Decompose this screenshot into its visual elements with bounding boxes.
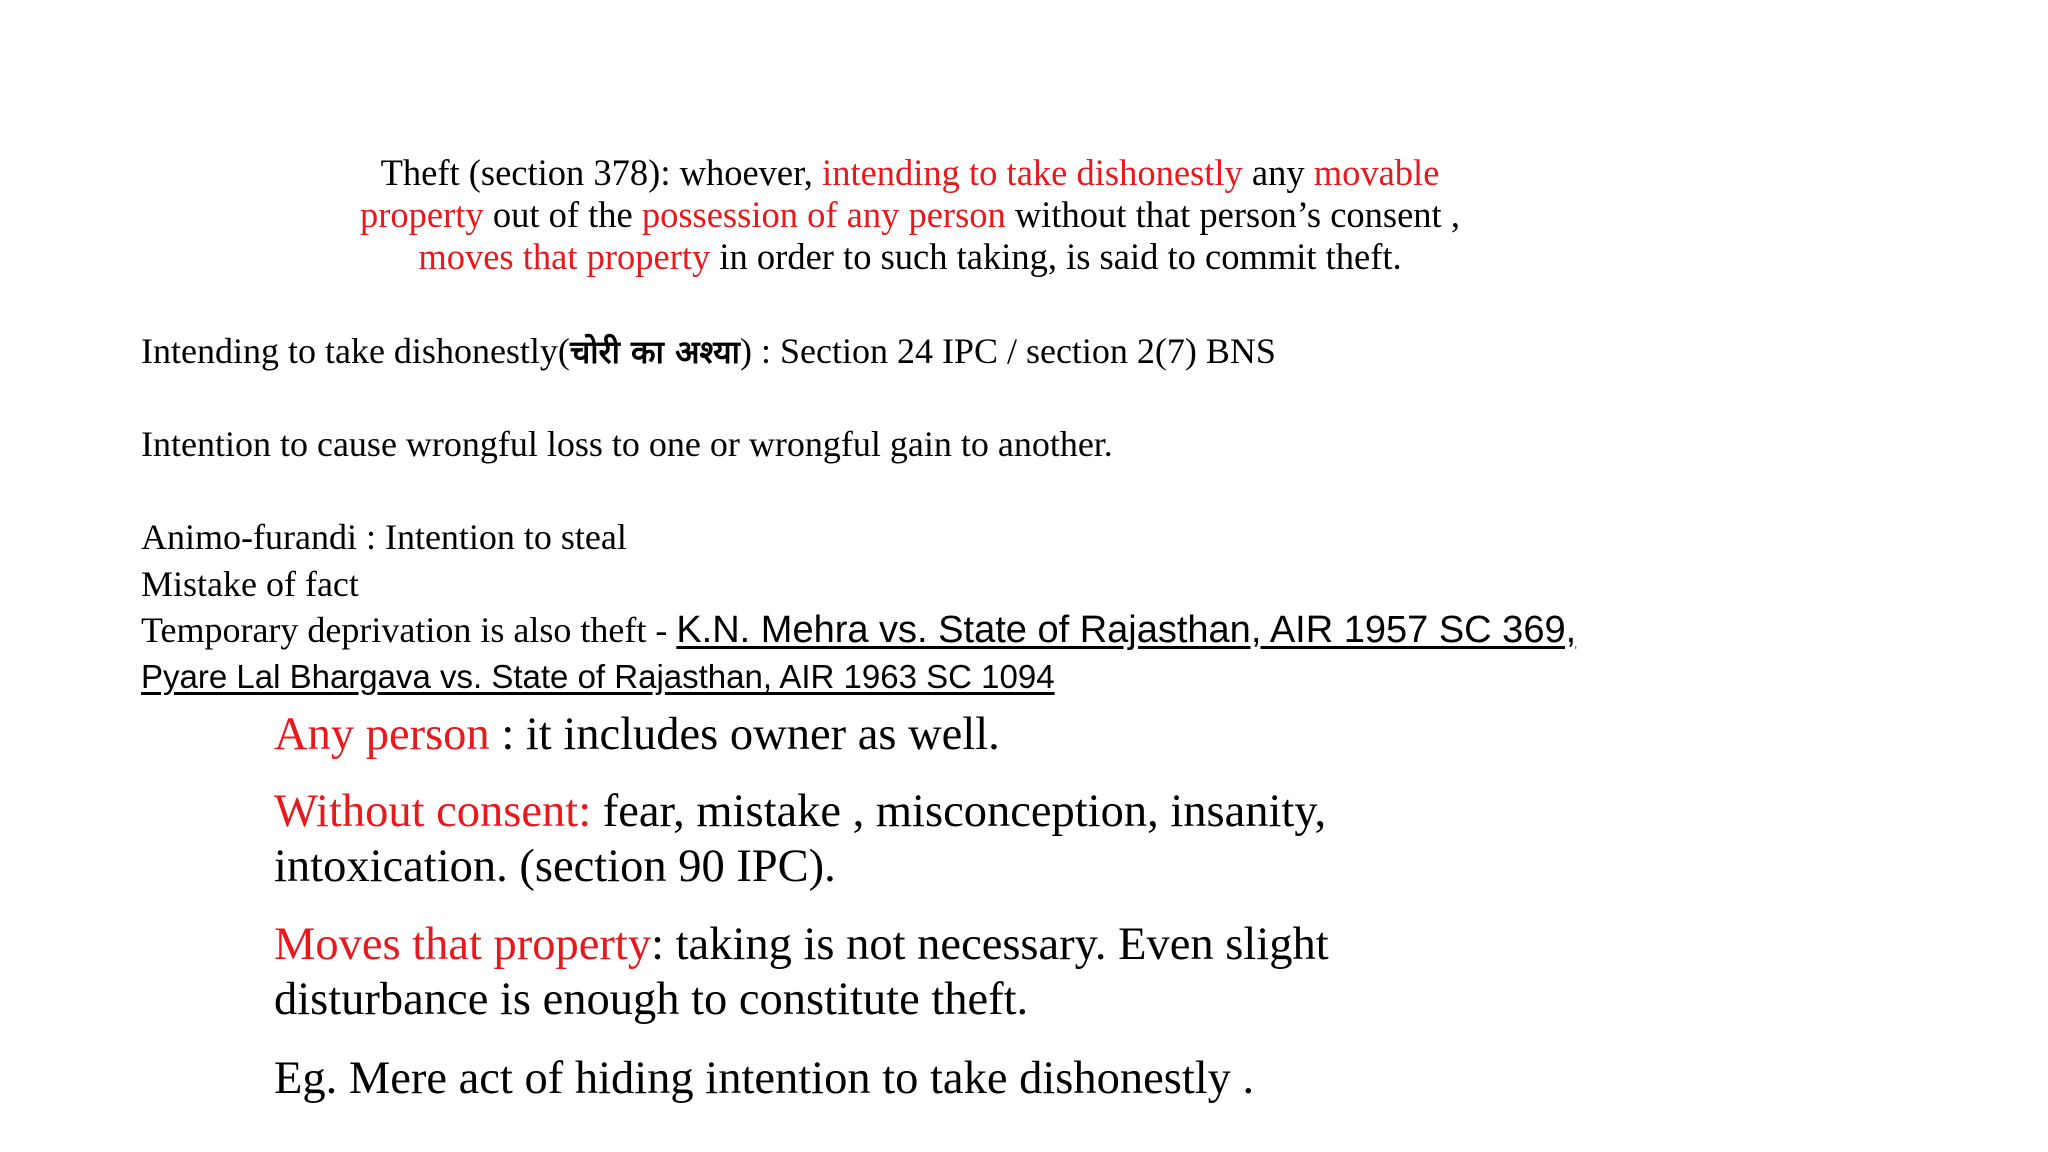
point-text: Eg. Mere act of hiding intention to take dishonestly .	[274, 1053, 1255, 1104]
definition-highlight: property	[360, 194, 484, 235]
definition-highlight: intending to take dishonestly	[822, 152, 1243, 193]
theft-definition	[300, 152, 1520, 278]
intention-line: Intention to cause wrongful loss to one or wrongful gain to another.	[141, 424, 1113, 464]
definition-line-2	[300, 194, 1520, 236]
intending-hindi: चोरी का अश्या	[569, 333, 740, 371]
temporary-prefix: Temporary deprivation is also theft -	[141, 610, 677, 650]
intending-suffix: ) : Section 24 IPC / section 2(7) BNS	[739, 331, 1276, 371]
point-label: Any person	[274, 709, 490, 760]
point-text: : it includes owner as well.	[489, 709, 1000, 760]
point-text: : taking is not necessary. Even slight	[651, 919, 1329, 970]
definition-highlight: movable	[1313, 152, 1440, 193]
point-example	[274, 1051, 1774, 1106]
intending-line	[141, 330, 1276, 373]
case-citation-line-2	[141, 655, 1055, 698]
definition-text: any	[1242, 152, 1314, 193]
definition-text: without that person’s consent ,	[1005, 194, 1460, 235]
case-citation-link[interactable]: Pyare Lal Bhargava vs. State of Rajasthan, AIR 1963 SC 1094	[141, 658, 1055, 695]
definition-text: Theft (section 378): whoever,	[380, 152, 823, 193]
point-text: disturbance is enough to constitute theft.	[274, 974, 1029, 1025]
point-label: Without consent:	[274, 786, 592, 837]
definition-highlight: moves that property	[418, 236, 711, 277]
definition-line-3	[300, 236, 1520, 278]
point-without-consent	[274, 784, 1774, 894]
definition-line-1	[300, 152, 1520, 194]
point-label: Moves that property	[274, 919, 652, 970]
point-any-person	[274, 707, 1774, 762]
point-text: fear, mistake , misconception, insanity,	[591, 786, 1327, 837]
definition-text: out of the	[483, 194, 642, 235]
definition-text: in order to such taking, is said to commit theft.	[710, 236, 1402, 277]
case-citation-link[interactable]: K.N. Mehra vs. State of Rajasthan, AIR 1957 SC 369,	[676, 609, 1577, 651]
point-text: intoxication. (section 90 IPC).	[274, 841, 836, 892]
point-moves-property	[274, 917, 1774, 1027]
mistake-of-fact-line: Mistake of fact	[141, 564, 359, 604]
intending-prefix: Intending to take dishonestly(	[141, 331, 570, 371]
definition-highlight: possession of any person	[641, 194, 1006, 235]
temporary-deprivation-line	[141, 609, 1576, 651]
animo-furandi-line: Animo-furandi : Intention to steal	[141, 517, 627, 557]
